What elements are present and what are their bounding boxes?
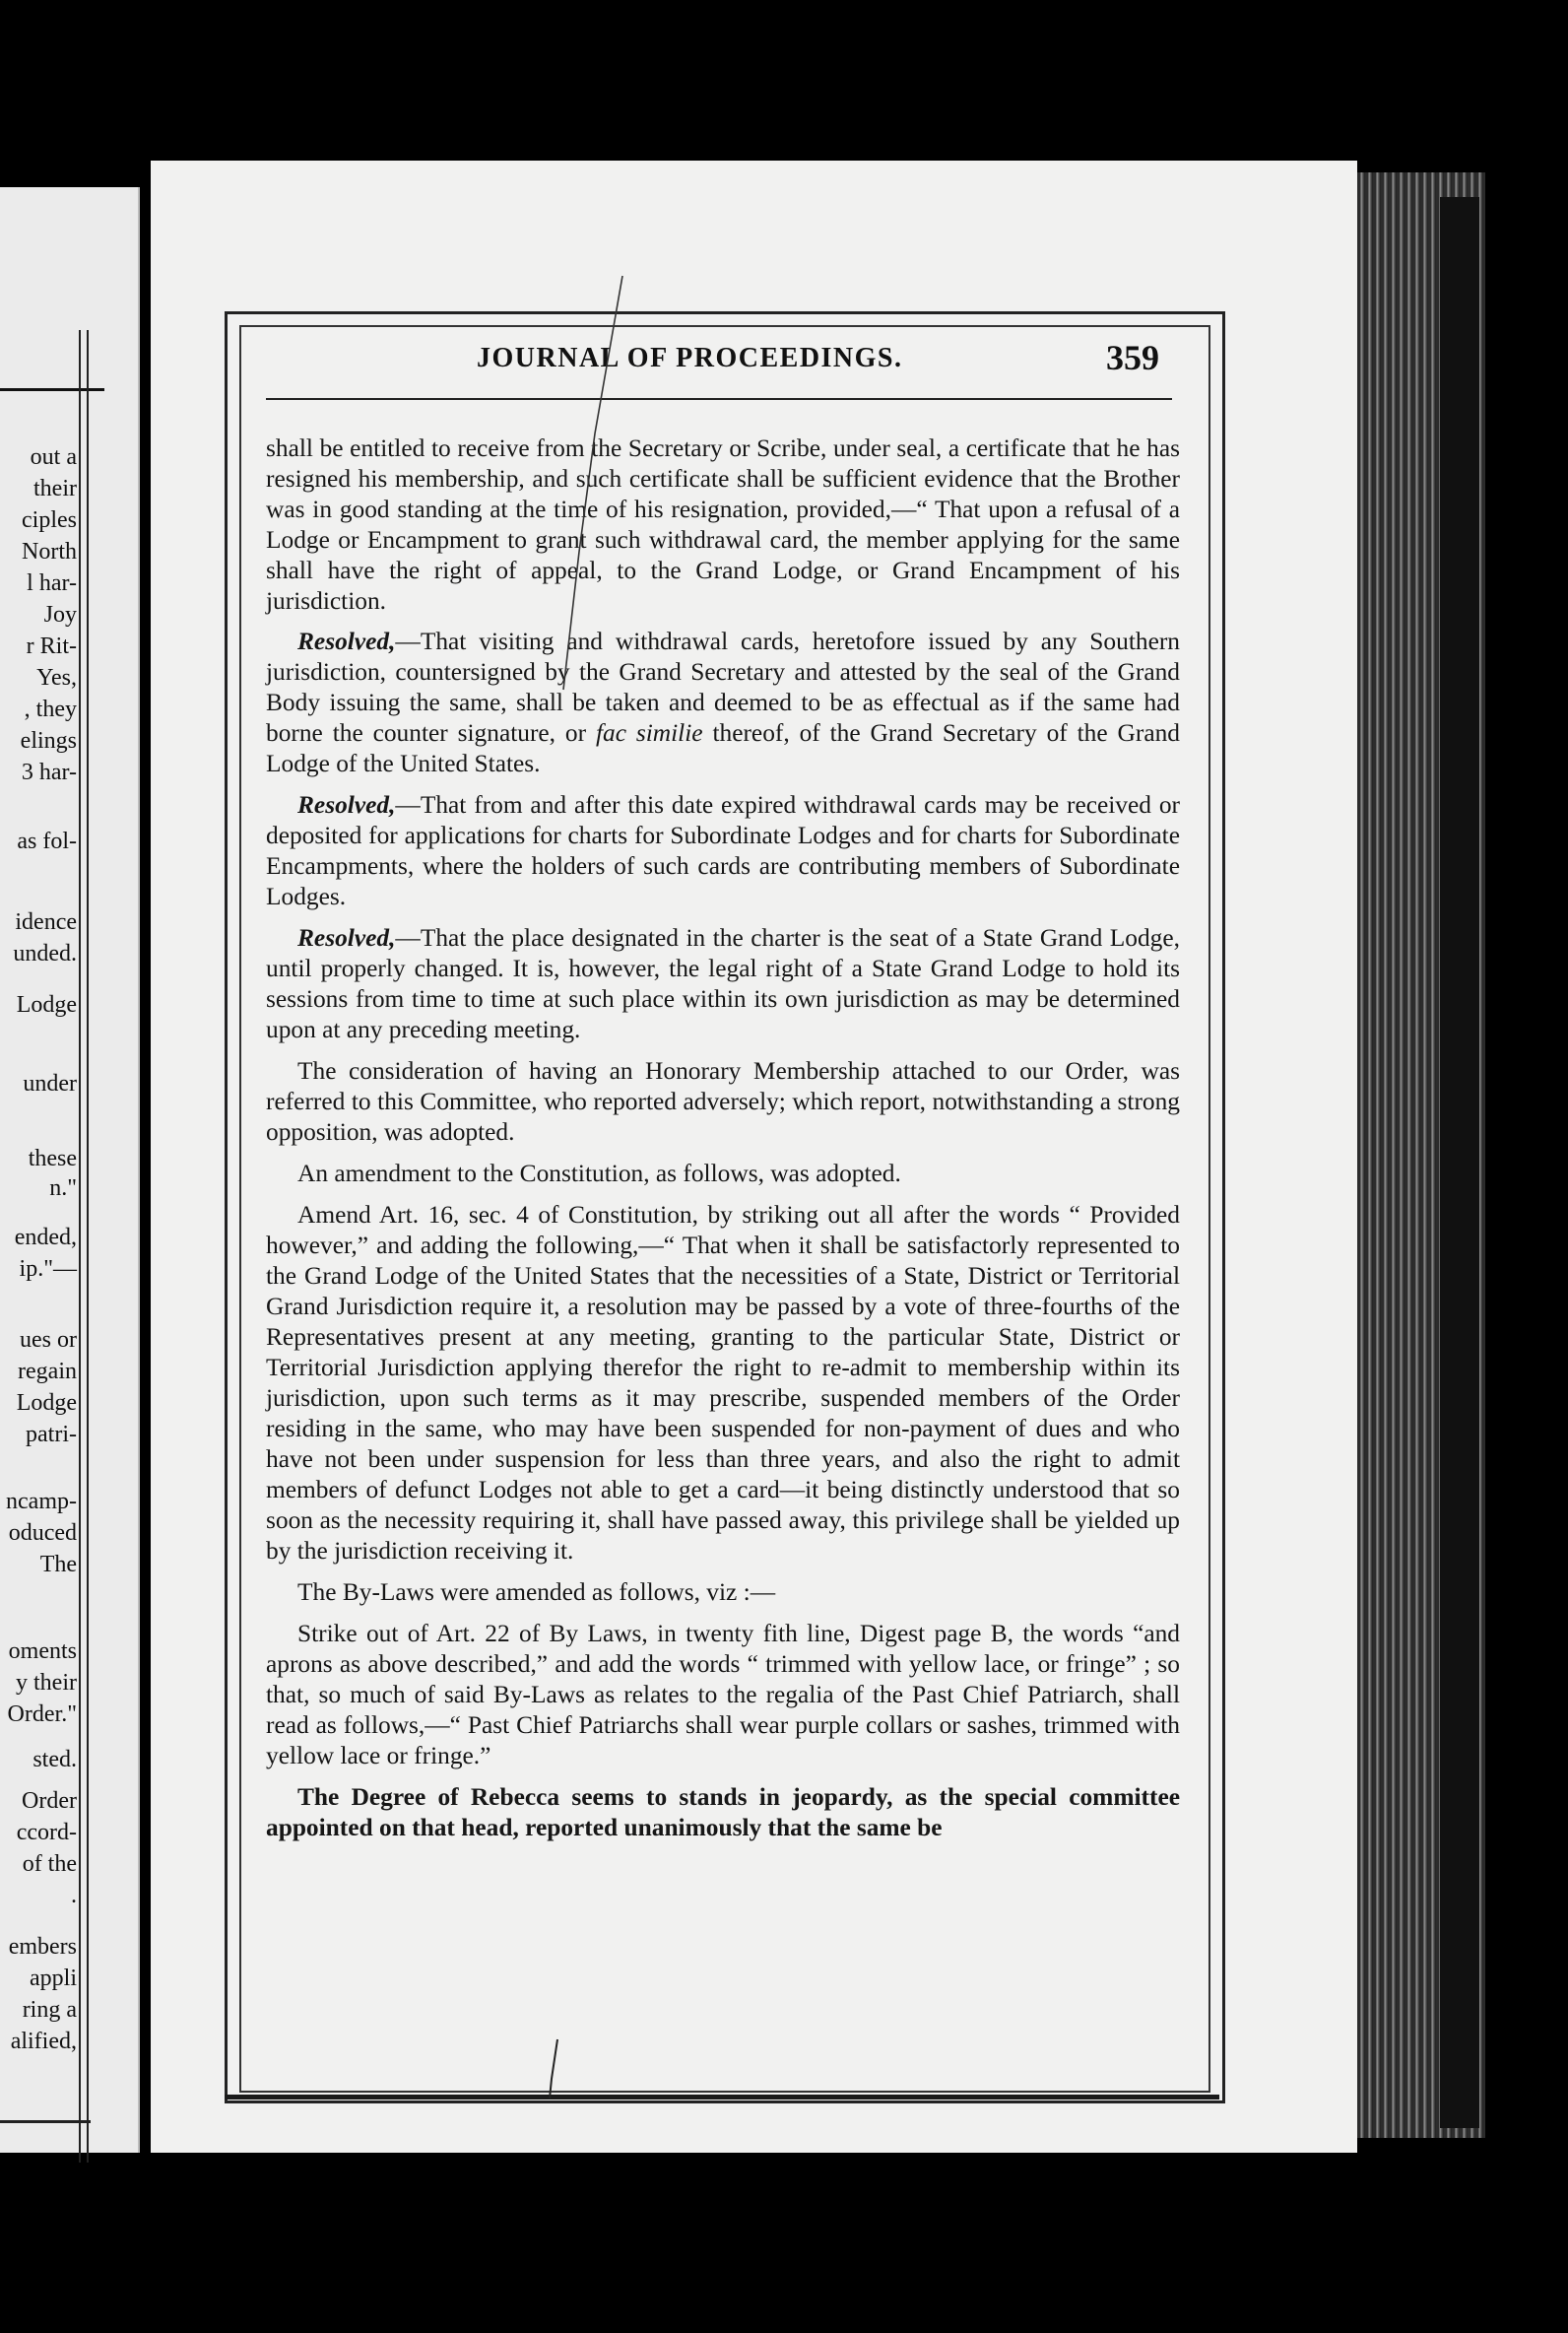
left-page-line: .: [71, 1883, 77, 1908]
left-page-line: ended,: [14, 1225, 77, 1250]
resolution-text-end: thereof, of the Grand Secretary of the Grand Lodge of the United States.: [266, 719, 1180, 777]
left-page-line: elings: [20, 728, 77, 754]
left-page-line: , they: [24, 697, 77, 722]
resolved-label: Resolved,: [297, 791, 396, 819]
left-page-line: Lodge: [16, 1390, 77, 1416]
left-page-line: unded.: [13, 941, 77, 967]
left-page-line: ring a: [22, 1997, 77, 2023]
left-page-line: under: [23, 1071, 77, 1097]
left-page-line: Lodge: [16, 992, 77, 1018]
left-page-line: North: [22, 539, 77, 565]
page-number: 359: [1106, 338, 1159, 377]
left-page-line: alified,: [10, 2029, 77, 2054]
paragraph-bylaws-text: Strike out of Art. 22 of By Laws, in twenty fith line, Digest page B, the words “and aprons as above described,” and add the words “ trimmed with yellow lace, or fringe” ; so that, so much of said By-Laws as relates to the regalia of the Past Chief Patriarch, shall read as follows,—“ Past Chief Patriarchs shall wear purple collars or sashes, trimmed with yellow lace or fringe.”: [266, 1620, 1180, 1769]
left-page-line: embers: [8, 1934, 77, 1960]
resolution-text: —That from and after this date expired withdrawal cards may be received or deposited for applications for charts for Subordinate Lodges and for charts for Subordinate Encampments, where the holders of such cards are contributing members of Subordinate Lodges.: [266, 791, 1180, 910]
left-page-line: ues or: [20, 1327, 77, 1353]
paragraph-amendment-text: Amend Art. 16, sec. 4 of Constitution, by striking out all after the words “ Provided however,” and adding the following,—“ That when it shall be satisfactorly represented to the Grand Lodge of the United States that the necessities of a State, District or Territorial Grand Jurisdiction require it, a resolution may be passed by a vote of three-fourths of the Representatives present at any meeting, granting to the particular State, District or Territorial Jurisdiction applying therefor the right to re-admit to membership within its jurisdiction, upon such terms as it may prescribe, suspended members of the Order residing in the same, who may have been suspended for non-payment of dues and who have not been under suspension for less than three years, and also the right to admit members of defunct Lodges not able to get a card—it being distinctly understood that so soon as the necessity requiring it, shall have passed away, this privilege shall be yielded up by the jurisdiction receiving it.: [266, 1201, 1180, 1565]
left-page-line: 3 har-: [21, 760, 77, 785]
left-page-line: n.": [49, 1175, 77, 1201]
left-page-line: patri-: [26, 1422, 77, 1447]
left-page-line: regain: [18, 1359, 77, 1384]
running-head: JOURNAL OF PROCEEDINGS.: [477, 343, 903, 373]
resolved-label: Resolved,: [297, 628, 396, 655]
left-page-line: their: [33, 476, 77, 501]
left-page-line: out a: [30, 444, 77, 470]
left-page-line: these: [28, 1146, 77, 1171]
left-page-line: idence: [15, 909, 77, 935]
pen-stroke-line: [563, 276, 622, 690]
paragraph-bylaws-intro: The By-Laws were amended as follows, viz :—: [297, 1578, 776, 1606]
paragraph-rebecca-degree: The Degree of Rebecca seems to stands in jeopardy, as the special committee appointed on that head, reported unanimously that the same be: [266, 1783, 1180, 1841]
left-page-line: y their: [16, 1670, 77, 1696]
left-page-line: sted.: [33, 1747, 77, 1772]
left-page-line: oduced: [8, 1520, 77, 1546]
left-page-line: Joy: [43, 602, 77, 628]
left-page-line: appli: [30, 1966, 77, 1991]
left-page-line: ncamp-: [6, 1489, 77, 1514]
left-page-line: as fol-: [17, 829, 77, 854]
resolution-text: —That the place designated in the charter is the seat of a State Grand Lodge, until properly changed. It is, however, the legal right of a State Grand Lodge to hold its sessions from time to time at such place within its own jurisdiction as may be determined upon at any preceding meeting.: [266, 924, 1180, 1043]
italic-phrase: fac similie: [595, 719, 703, 747]
paragraph-honorary-membership: The consideration of having an Honorary Membership attached to our Order, was referred to this Committee, who reported adversely; which report, notwithstanding a strong opposition, was adopted.: [266, 1057, 1180, 1146]
left-page-line: Order: [22, 1788, 77, 1814]
paragraph-amendment-intro: An amendment to the Constitution, as follows, was adopted.: [297, 1160, 901, 1187]
resolution-text: —That visiting and withdrawal cards, heretofore issued by any Southern jurisdiction, countersigned by the Grand Secretary and attested by the seal of the Grand Body issuing the same, shall be taken and deemed to be as effectual as if the same had borne the counter signature, or: [266, 628, 1180, 747]
resolved-label: Resolved,: [297, 924, 396, 952]
left-page-line: Order.": [7, 1701, 77, 1727]
left-page-line: ccord-: [16, 1820, 77, 1845]
left-page-line: l har-: [27, 570, 77, 596]
left-page-line: The: [39, 1552, 77, 1577]
left-page-line: ip."—: [19, 1256, 77, 1282]
left-page-line: oments: [8, 1638, 77, 1664]
left-page-line: of the: [22, 1851, 77, 1877]
left-page-line: Yes,: [36, 665, 77, 691]
left-page-line: ciples: [22, 507, 77, 533]
left-page-line: r Rit-: [26, 633, 77, 659]
paragraph-continued: shall be entitled to receive from the Secretary or Scribe, under seal, a certificate that he has resigned his membership, and such certificate shall be sufficient evidence that the Brother was in good standing at the time of his resignation, provided,—“ That upon a refusal of a Lodge or Encampment to grant such withdrawal card, the member applying for the same shall have the right of appeal, to the Grand Lodge, or Grand Encampment of his jurisdiction.: [266, 434, 1180, 615]
pen-stroke-bottom: [550, 2039, 557, 2099]
